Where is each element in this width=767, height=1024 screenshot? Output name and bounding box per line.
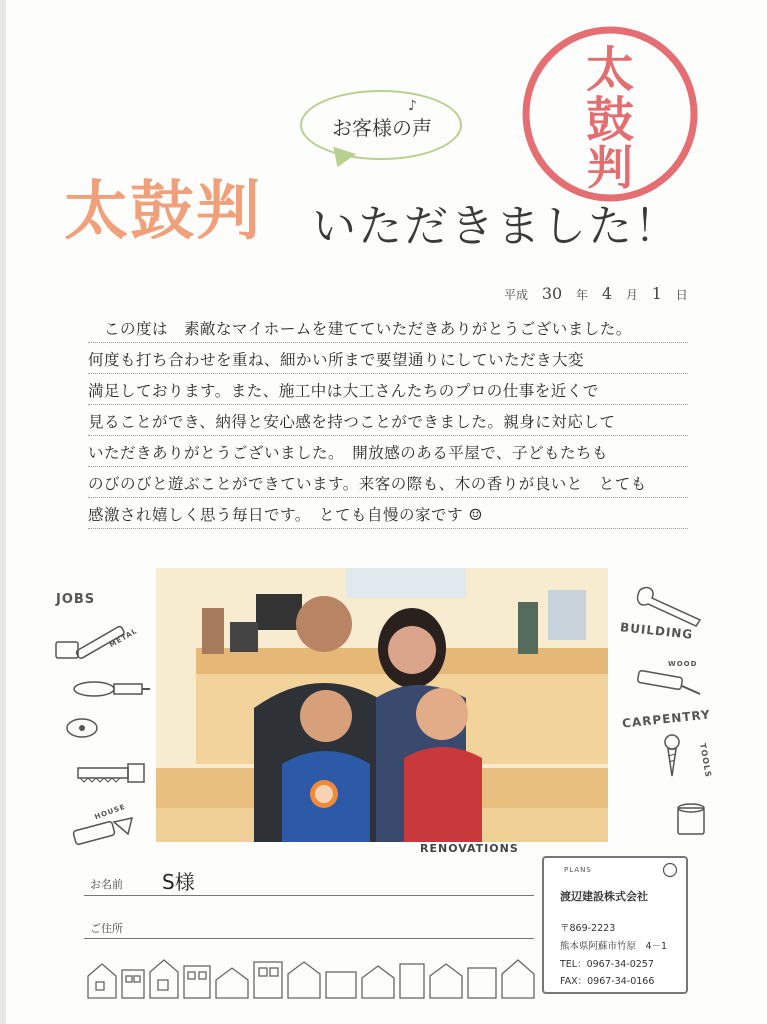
name-label: お名前 [90,878,123,891]
title-sub: いただきました！ [312,201,680,252]
family-photo-illustration [156,568,608,842]
stamp-char-1: 太 [585,42,635,98]
music-note-icon: ♪ [408,98,417,114]
title-main: 太鼓判 [64,174,262,249]
company-tel: TEL：0967-34-0257 [560,959,654,970]
company-name: 渡辺建設株式会社 [560,890,648,903]
letter-line: 満足しております。また、施工中は大工さんたちのプロの仕事を近くで [88,374,688,405]
bubble-text: お客様の声 [332,116,432,140]
date-day-unit: 日 [675,288,688,302]
company-card [542,856,688,994]
screwdriver-icon [72,678,152,700]
date-year: 30 [541,284,563,303]
letter-line: 何度も打ち合わせを重ね、細かい所まで要望通りにしていただき大変 [88,343,688,374]
date-row [504,284,688,303]
date-year-unit: 年 [576,288,589,302]
paint-can-icon [676,800,706,836]
doodle-renovations-label: RENOVATIONS [420,842,519,855]
doodle-metal-label: METAL [108,626,139,650]
name-value: S様 [162,870,195,894]
doodle-house-label: HOUSE [93,802,127,822]
name-underline [84,895,534,896]
company-address: 熊本県阿蘇市竹原 4－1 [560,941,668,952]
letter-line: のびのびと遊ぶことができています。来客の際も、木の香りが良いと とても [88,467,688,498]
date-day: 1 [651,284,662,303]
customer-letter [88,312,688,529]
doodle-building-label: BUILDING [619,620,694,642]
taikoban-stamp [520,24,700,204]
doodle-jobs-label: JOBS [56,592,96,607]
address-underline [84,938,534,939]
stamp-char-3: 判 [587,141,633,195]
cutter-icon [72,816,134,846]
house-row-illustration [84,952,540,1000]
badge-icon [662,862,678,878]
date-month-unit: 月 [625,288,638,302]
stamp-char-2: 鼓 [585,92,635,148]
company-postal: 〒869-2223 [560,923,616,934]
page-edge [0,0,6,1024]
wrench-icon [634,584,706,628]
doodle-wood-label: WOOD [668,660,698,668]
letter-line: 見ることができ、納得と安心感を持つことができました。親身に対応して [88,405,688,436]
saw-icon [76,760,146,784]
date-era: 平成 [504,288,529,302]
family-photo [156,568,608,842]
letter-line: 感激され嬉しく思う毎日です。 とても自慢の家です ☺ [88,498,688,529]
letter-line: この度は 素敵なマイホームを建てていただきありがとうございました。 [88,312,688,343]
letter-line: いただきありがとうございました。 開放感のある平屋で、子どもたちも [88,436,688,467]
doodle-carpentry-label: CARPENTRY [621,707,712,731]
doodle-tools-label: TOOLS [697,742,713,779]
company-fax: FAX：0967-34-0166 [560,976,655,987]
date-month: 4 [601,284,613,303]
tape-measure-icon [64,716,100,740]
card-plans-label: PLANS [564,866,592,874]
address-label: ご住所 [90,922,123,935]
drill-bit-icon [636,668,702,698]
screw-icon [660,734,684,778]
